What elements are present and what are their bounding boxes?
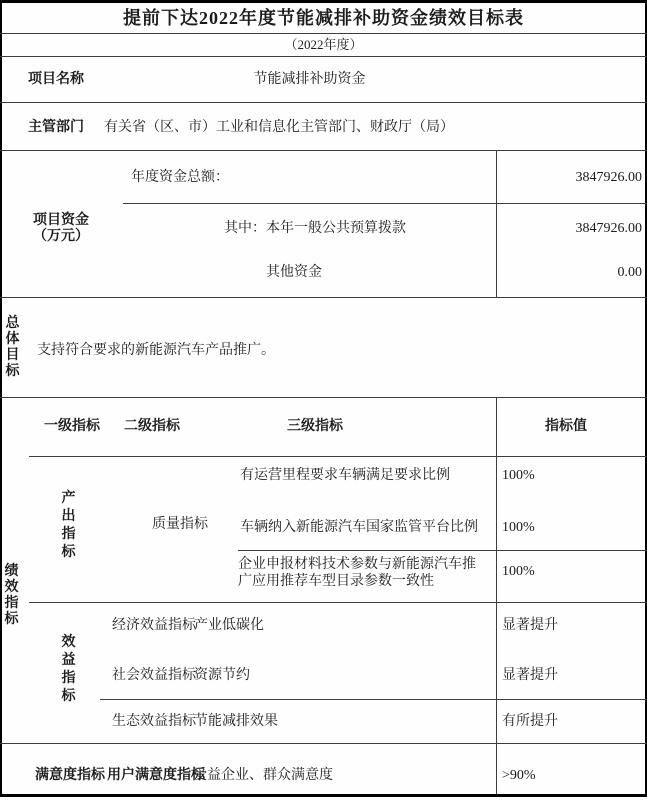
rule-under-goal: [0, 397, 647, 398]
rule-under-benefit-group: [0, 743, 647, 744]
level1-benefit-label: 效益指标: [61, 635, 76, 704]
rule-under-dept: [0, 150, 647, 151]
row1-value: 100%: [502, 468, 535, 483]
border-left: [0, 0, 2, 797]
project-name-value: 节能减排补助资金: [253, 72, 366, 87]
border-top: [0, 0, 647, 3]
fund-total-label: 年度资金总额：: [131, 170, 229, 185]
rule-under-row2: [238, 550, 647, 551]
fund-other-label: 其他资金: [266, 265, 322, 280]
row7-value: >90%: [502, 768, 536, 783]
rule-under-ind-header: [29, 456, 647, 457]
vrule-indicator-values: [496, 398, 497, 794]
header-level1: 一级指标: [44, 419, 100, 434]
level2-social-label: 社会效益指标: [112, 668, 196, 683]
rule-under-subtitle: [0, 56, 647, 57]
row3-level3: 企业申报材料技术参数与新能源汽车推广应用推荐车型目录参数一致性: [238, 557, 476, 589]
border-bottom: [0, 794, 647, 797]
page-subtitle: （2022年度）: [284, 37, 363, 52]
funding-label: [0, 213, 122, 245]
row2-value: 100%: [502, 520, 535, 535]
overall-goal-label: 总体目标: [5, 316, 20, 379]
header-level2: 二级指标: [124, 419, 180, 434]
row4-value: 显著提升: [502, 618, 558, 633]
level2-user-satisfaction-label: 用户满意度指标: [107, 768, 205, 783]
header-value: 指标值: [545, 419, 587, 434]
dept-value: 有关省（区、市）工业和信息化主管部门、财政厅（局）: [104, 120, 454, 135]
project-name-label: 项目名称: [28, 72, 84, 87]
rule-under-title: [0, 33, 647, 34]
performance-section-label: 绩效指标: [4, 564, 19, 627]
funding-label-line2: （万元）: [33, 229, 89, 244]
rule-under-funding: [0, 297, 647, 298]
funding-label-line1: 项目资金: [33, 213, 89, 228]
vrule-funding-values: [496, 151, 497, 297]
header-level3: 三级指标: [287, 419, 343, 434]
rule-under-project-name: [0, 102, 647, 103]
dept-label: 主管部门: [28, 120, 84, 135]
level2-economic-label: 经济效益指标: [112, 618, 196, 633]
level1-satisfaction-label: 满意度指标: [35, 768, 105, 783]
row6-level3: 节能减排效果: [194, 714, 278, 729]
row2-level3: 车辆纳入新能源汽车国家监管平台比例: [240, 520, 478, 535]
rule-under-total-fund: [123, 203, 647, 204]
row5-value: 显著提升: [502, 668, 558, 683]
fund-budget-label: 其中：本年一般公共预算拨款: [224, 221, 406, 236]
row1-level3: 有运营里程要求车辆满足要求比例: [240, 468, 450, 483]
fund-other-amount: 0.00: [617, 265, 642, 280]
level2-quality-label: 质量指标: [152, 517, 208, 532]
rule-under-social-row: [100, 699, 647, 700]
fund-total-amount: 3847926.00: [575, 170, 642, 185]
overall-goal-content: 支持符合要求的新能源汽车产品推广。: [37, 343, 275, 358]
level1-output-label: 产出指标: [61, 491, 76, 560]
page-title: 提前下达2022年度节能减排补助资金绩效目标表: [123, 8, 524, 28]
row6-value: 有所提升: [502, 714, 558, 729]
level2-ecological-label: 生态效益指标: [112, 714, 196, 729]
row5-level3: 资源节约: [194, 668, 250, 683]
row7-level3: 受益企业、群众满意度: [193, 768, 333, 783]
row3-value: 100%: [502, 564, 535, 579]
rule-under-output-group: [29, 602, 647, 603]
row4-level3: 产业低碳化: [194, 618, 264, 633]
fund-budget-amount: 3847926.00: [575, 221, 642, 236]
